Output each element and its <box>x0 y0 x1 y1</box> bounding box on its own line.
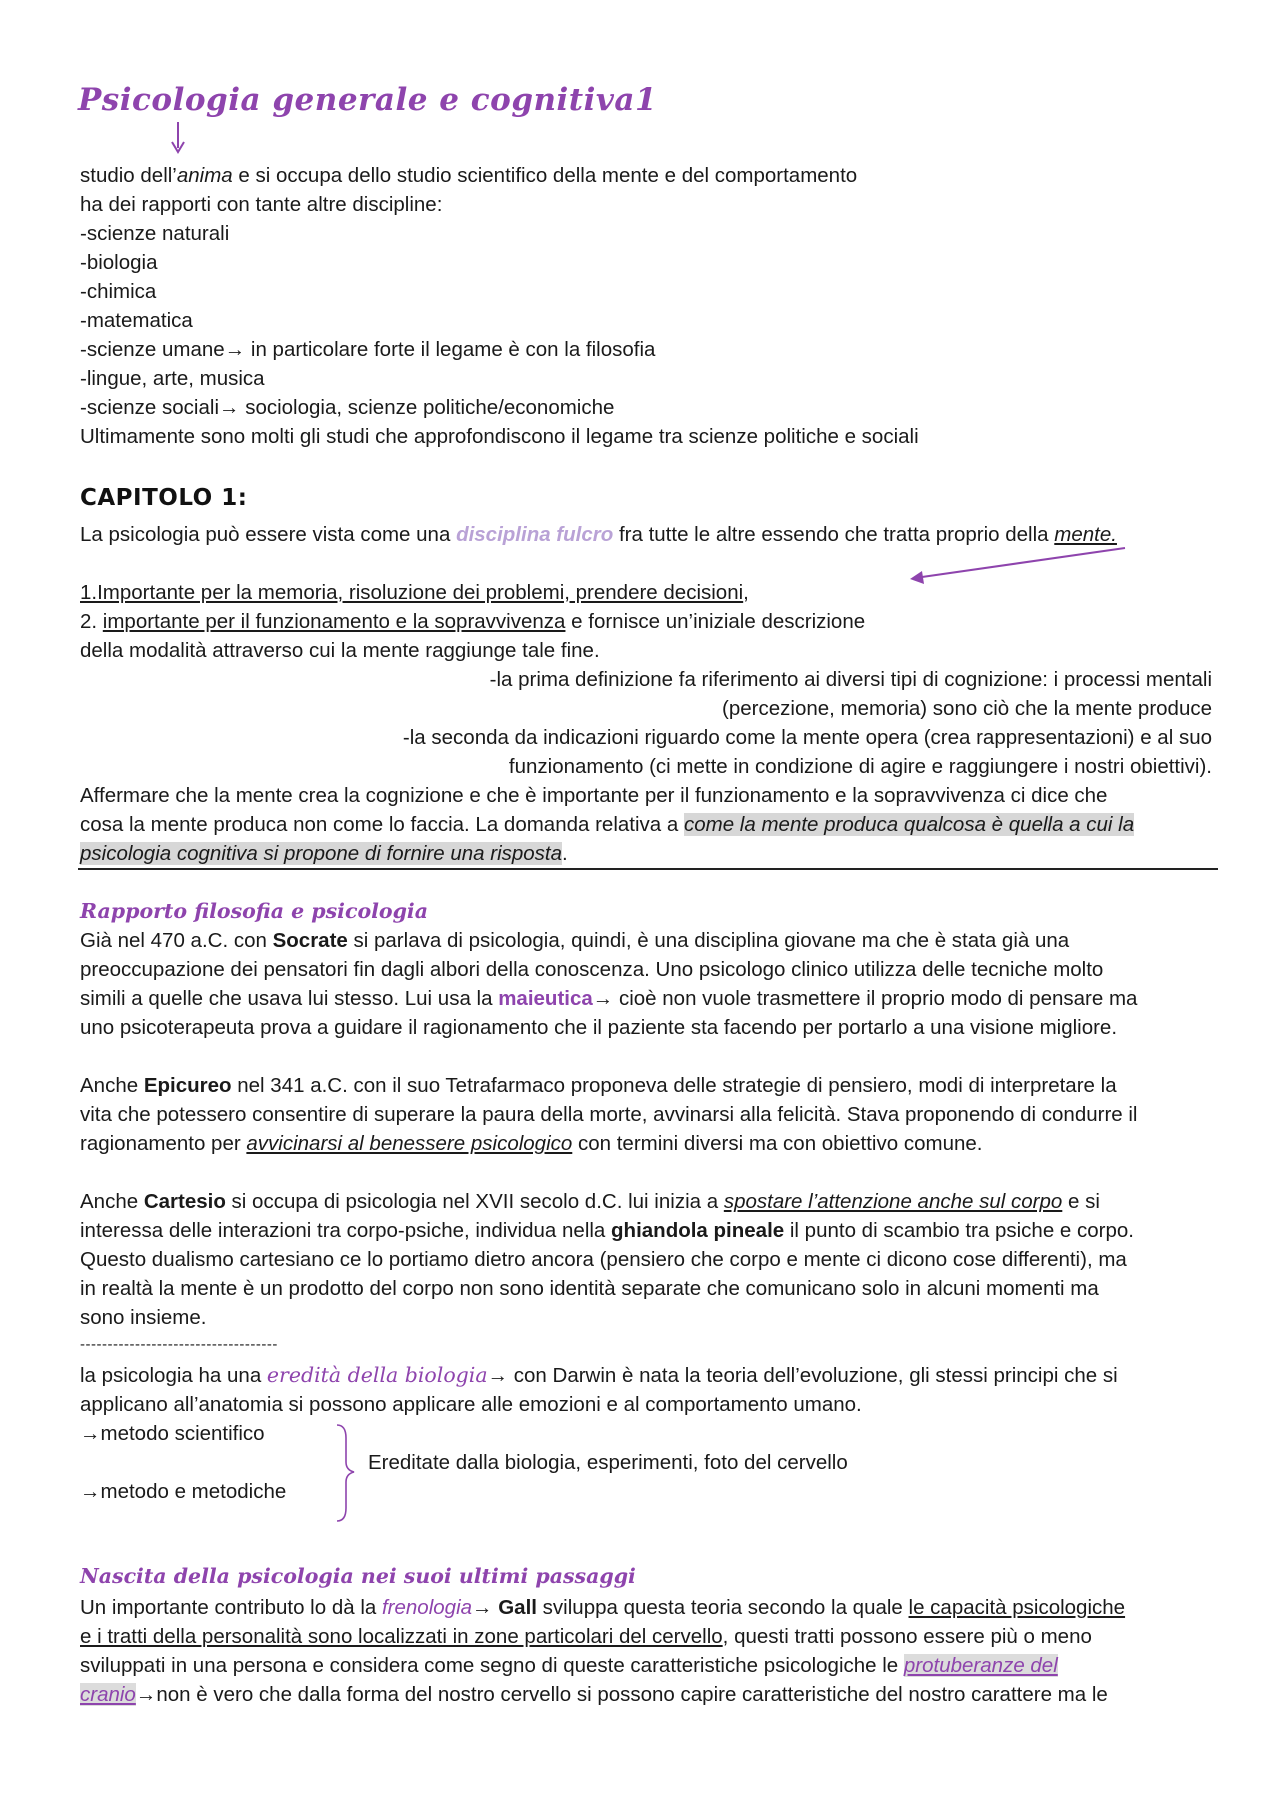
cap1-point-2-cont: della modalità attraverso cui la mente raggiunge tale fine. <box>80 639 600 662</box>
cap1-conclusion-line: psicologia cognitiva si propone di fornire una risposta. <box>80 842 568 865</box>
brace-note: Ereditate dalla biologia, esperimenti, foto del cervello <box>368 1451 848 1474</box>
intro-list-item: -matematica <box>80 309 193 332</box>
filosofia-line: Anche Cartesio si occupa di psicologia nel XVII secolo d.C. lui inizia a spostare l’attenzione anche sul corpo e si <box>80 1190 1100 1213</box>
filosofia-line: sono insieme. <box>80 1306 207 1329</box>
filosofia-line: simili a quelle che usava lui stesso. Lui usa la maieutica→ cioè non vuole trasmettere il proprio modo di pensare ma <box>80 987 1138 1010</box>
method-item: →metodo scientifico <box>80 1422 265 1445</box>
section-heading-nascita: Nascita della psicologia nei suoi ultimi passaggi <box>80 1564 636 1588</box>
cap1-definition-1a: -la prima definizione fa riferimento ai diversi tipi di cognizione: i processi mentali <box>489 668 1212 691</box>
filosofia-line: Anche Epicureo nel 341 a.C. con il suo Tetrafarmaco proponeva delle strategie di pensiero, modi di interpretare la <box>80 1074 1117 1097</box>
nascita-line: sviluppati in una persona e considera come segno di queste caratteristiche psicologiche le protuberanze del <box>80 1654 1058 1677</box>
intro-line-2: ha dei rapporti con tante altre discipline: <box>80 193 443 216</box>
cap1-conclusion-line: Affermare che la mente crea la cognizione e che è importante per il funzionamento e la sopravvivenza ci dice che <box>80 784 1108 807</box>
chapter-heading: CAPITOLO 1: <box>80 485 248 511</box>
intro-list-item: -biologia <box>80 251 158 274</box>
filosofia-line: preoccupazione dei pensatori fin dagli albori della conoscenza. Uno psicologo clinico utilizza delle tecniche molto <box>80 958 1104 981</box>
intro-list-item: -scienze sociali→ sociologia, scienze politiche/economiche <box>80 396 615 419</box>
cap1-definition-2a: -la seconda da indicazioni riguardo come la mente opera (crea rappresentazioni) e al suo <box>402 726 1212 749</box>
intro-list-item: -scienze umane→ in particolare forte il legame è con la filosofia <box>80 338 656 361</box>
dashed-separator: ------------------------------------ <box>80 1336 278 1353</box>
filosofia-line: Questo dualismo cartesiano ce lo portiamo dietro ancora (pensiero che corpo e mente ci dicono cose differenti), ma <box>80 1248 1127 1271</box>
cap1-paragraph-line: La psicologia può essere vista come una disciplina fulcro fra tutte le altre essendo che tratta proprio della mente. <box>80 523 1117 546</box>
title-down-arrow-icon <box>172 122 184 152</box>
method-item: →metodo e metodiche <box>80 1480 287 1503</box>
curly-brace-icon <box>337 1425 354 1521</box>
cap1-point-2: 2. importante per il funzionamento e la sopravvivenza e fornisce un’iniziale descrizione <box>80 610 866 633</box>
filosofia-line: vita che potessero consentire di superare la paura della morte, avvinarsi alla felicità. Stava proponendo di condurre il <box>80 1103 1138 1126</box>
filosofia-line: Già nel 470 a.C. con Socrate si parlava di psicologia, quindi, è una disciplina giovane ma che è stata già una <box>80 929 1070 952</box>
nascita-line: cranio→non è vero che dalla forma del nostro cervello si possono capire caratteristiche del nostro carattere ma le <box>80 1683 1108 1706</box>
filosofia-line: interessa delle interazioni tra corpo-psiche, individua nella ghiandola pineale il punto di scambio tra psiche e corpo. <box>80 1219 1134 1242</box>
page-title: Psicologia generale e cognitiva1 <box>78 82 658 118</box>
filosofia-line: ragionamento per avvicinarsi al benessere psicologico con termini diversi ma con obiettivo comune. <box>80 1132 983 1155</box>
cap1-definition-2b: funzionamento (ci mette in condizione di agire e raggiungere i nostri obiettivi). <box>508 755 1212 778</box>
intro-list-item: -scienze naturali <box>80 222 230 245</box>
filosofia-line: applicano all’anatomia si possono applicare alle emozioni e al comportamento umano. <box>80 1393 862 1416</box>
filosofia-line: in realtà la mente è un prodotto del corpo non sono identità separate che comunicano solo in alcuni momenti ma <box>80 1277 1099 1300</box>
nascita-line: Un importante contributo lo dà la frenologia→ Gall sviluppa questa teoria secondo la quale le capacità psicologiche <box>80 1596 1126 1619</box>
intro-list-item: -chimica <box>80 280 157 303</box>
section-divider <box>78 868 1218 870</box>
filosofia-line: la psicologia ha una eredità della biologia→ con Darwin è nata la teoria dell’evoluzione, gli stessi principi che si <box>80 1363 1118 1387</box>
intro-line-last: Ultimamente sono molti gli studi che approfondiscono il legame tra scienze politiche e sociali <box>80 425 919 448</box>
section-heading-filosofia: Rapporto filosofia e psicologia <box>80 899 428 923</box>
intro-line-1: studio dell’anima e si occupa dello studio scientifico della mente e del comportamento <box>80 164 858 187</box>
cap1-conclusion-line: cosa la mente produca non come lo faccia. La domanda relativa a come la mente produca qualcosa è quella a cui la <box>80 813 1135 836</box>
cap1-point-1: 1.Importante per la memoria, risoluzione dei problemi, prendere decisioni, <box>80 581 749 604</box>
filosofia-line: uno psicoterapeuta prova a guidare il ragionamento che il paziente sta facendo per portarlo a una visione migliore. <box>80 1016 1118 1039</box>
mente-pointer-arrow-icon <box>910 548 1125 584</box>
nascita-line: e i tratti della personalità sono localizzati in zone particolari del cervello, questi tratti possono essere più o meno <box>80 1625 1092 1648</box>
intro-list-item: -lingue, arte, musica <box>80 367 265 390</box>
cap1-definition-1b: (percezione, memoria) sono ciò che la mente produce <box>722 697 1212 720</box>
